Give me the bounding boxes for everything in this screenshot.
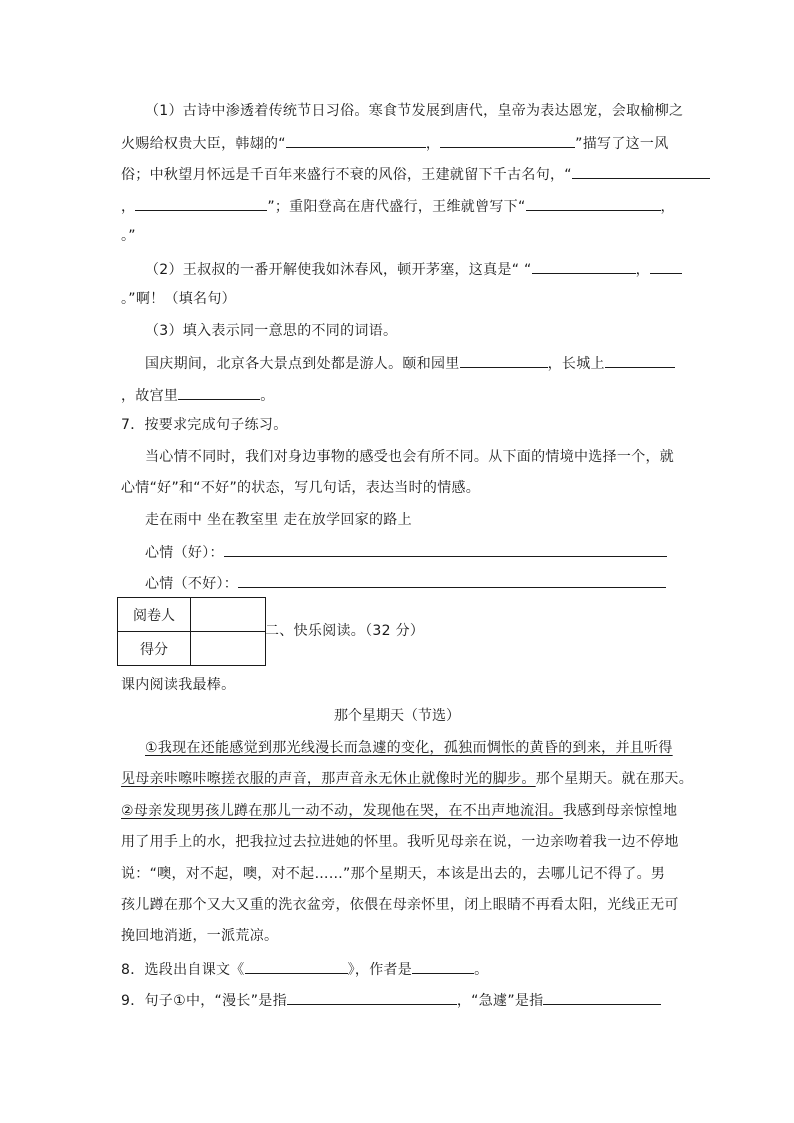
q7-good-row: 心情（好）： — [145, 541, 667, 563]
reviewer-label: 阅卷人 — [118, 598, 191, 632]
answer-blank-jiju[interactable] — [543, 989, 661, 1005]
answer-blank[interactable] — [135, 195, 267, 211]
q6-p3-line2: 国庆期间，北京各大景点到处都是游人。颐和园里 ，长城上 — [145, 352, 675, 374]
answer-blank[interactable] — [532, 258, 636, 274]
answer-blank[interactable] — [286, 132, 426, 148]
q7-heading: 7．按要求完成句子练习。 — [121, 417, 288, 433]
q6-p1-line5: 。” — [121, 228, 136, 244]
q7-line1: 当心情不同时，我们对身边事物的感受也会有所不同。从下面的情境中选择一个，就 — [145, 449, 675, 465]
answer-line-bad[interactable] — [238, 572, 666, 588]
answer-blank[interactable] — [605, 352, 675, 368]
answer-blank[interactable] — [650, 258, 682, 274]
answer-blank[interactable] — [572, 163, 710, 179]
passage-line1: ①我现在还能感觉到那光线漫长而急遽的变化，孤独而惆怅的黄昏的到来，并且听得 — [145, 740, 673, 756]
passage-line4: 用了用手上的水，把我拉过去拉进她的怀里。我听见母亲在说，一边亲吻着我一边不停地 — [121, 834, 679, 850]
section2-heading: 二、快乐阅读。（32 分） — [265, 623, 425, 639]
q8: 8．选段出自课文《 》，作者是 。 — [121, 958, 488, 980]
q6-p1-line4: ， ”；重阳登高在唐代盛行，王维就曾写下“ ， — [121, 195, 675, 217]
passage-title: 那个星期天（节选） — [334, 708, 460, 724]
score-label: 得分 — [118, 632, 191, 666]
q6-p3-line1: （3）填入表示同一意思的不同的词语。 — [145, 323, 398, 339]
q9: 9．句子①中，“漫长”是指 ，“急遽”是指 — [121, 989, 661, 1011]
answer-blank-author[interactable] — [412, 958, 474, 974]
score-cell[interactable] — [191, 632, 266, 666]
q6-p2-line1: （2）王叔叔的一番开解使我如沐春风，顿开茅塞，这真是“ “ ， — [145, 258, 682, 280]
passage-line6: 孩儿蹲在那个又大又重的洗衣盆旁，依偎在母亲怀里，闭上眼睛不再看太阳，光线正无可 — [121, 897, 679, 913]
q6-p1-line2: 火赐给权贵大臣，韩翃的“ ， ”描写了这一风 — [121, 132, 669, 154]
q7-bad-row: 心情（不好）： — [145, 572, 666, 594]
q7-line2: 心情“好”和“不好”的状态，写几句话，表达当时的情感。 — [121, 480, 481, 496]
answer-blank-manchang[interactable] — [287, 989, 457, 1005]
passage-line5: 说：“噢，对不起，噢，对不起……”那个星期天，本该是出去的，去哪儿记不得了。男 — [121, 866, 666, 882]
passage-line3: ②母亲发现男孩儿蹲在那儿一动不动，发现他在哭，在不出声地流泪。我感到母亲惊惶地 — [121, 803, 678, 819]
answer-blank[interactable] — [440, 132, 575, 148]
answer-line-good[interactable] — [224, 541, 667, 557]
score-table — [117, 597, 266, 666]
answer-blank-title[interactable] — [245, 958, 348, 974]
q6-p3-line3: ，故宫里 。 — [121, 384, 275, 406]
passage-line2: 见母亲咔嚓咔嚓搓衣服的声音，那声音永无休止就像时光的脚步。那个星期天。就在那天。 — [121, 771, 694, 787]
answer-blank[interactable] — [526, 195, 661, 211]
passage-line7: 挽回地消逝，一派荒凉。 — [121, 928, 279, 944]
section2-intro: 课内阅读我最棒。 — [121, 677, 236, 693]
answer-blank[interactable] — [178, 384, 260, 400]
q6-p2-line2: 。”啊！（填名句） — [121, 291, 236, 307]
answer-blank[interactable] — [460, 352, 548, 368]
q6-p1-line3: 俗；中秋望月怀远是千百年来盛行不衰的风俗，王建就留下千古名句，“ — [121, 163, 710, 185]
q7-scenes: 走在雨中 坐在教室里 走在放学回家的路上 — [145, 512, 412, 528]
reviewer-cell[interactable] — [191, 598, 266, 632]
q6-p1-line1: （1）古诗中渗透着传统节日习俗。寒食节发展到唐代，皇帝为表达恩宠，会取榆柳之 — [145, 103, 684, 119]
